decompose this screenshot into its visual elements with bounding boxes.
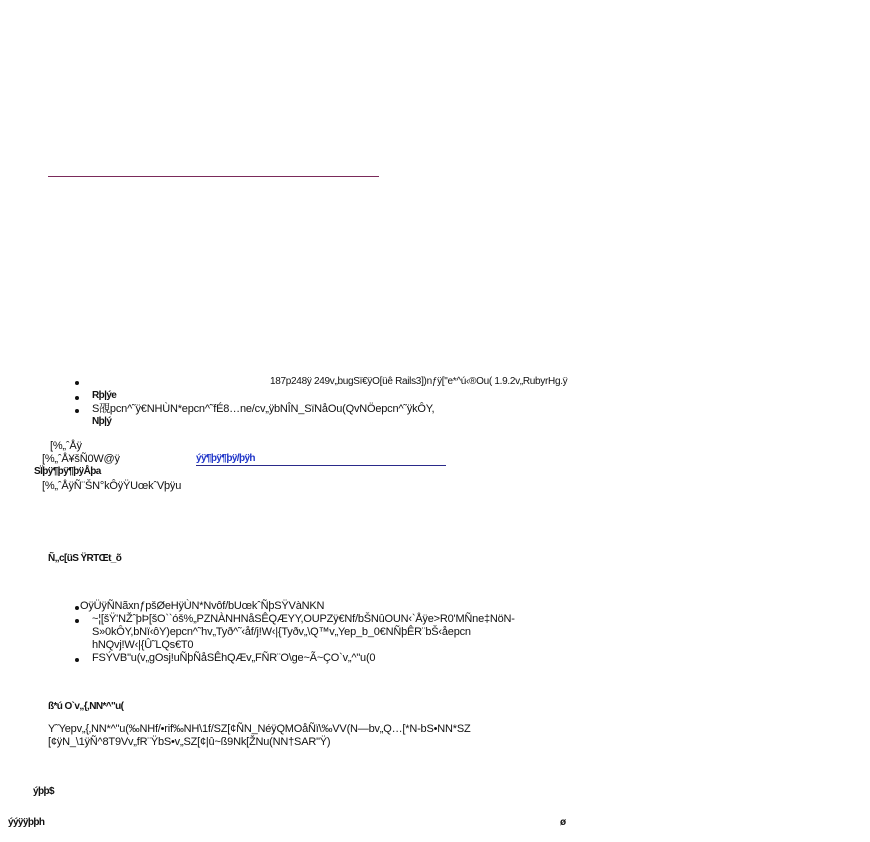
meta-link[interactable]: ýÿ¶þÿ¶þÿ/þÿh xyxy=(196,453,255,464)
footer-left: ýýÿÿþþh xyxy=(8,817,45,828)
list-bullet xyxy=(75,658,79,662)
meta-line: [%„ˆÅÿ xyxy=(50,440,82,452)
list-item: ~¦[šŸ'NŽˆþÞ[šO``óš%„PZNÀNHNåSÊQÆYY,OUPZÿ€Nf/bŠNûOUN‹`Åÿe>R0'MÑne‡NöN- xyxy=(92,613,515,625)
list-item-continuation: Nþ|ý xyxy=(92,416,112,427)
list-bullet xyxy=(75,396,79,400)
footer-label: ýþþ$ xyxy=(33,786,54,797)
paragraph-line: [¢ÿN_\1ÿÑ^8T9Vv„fR¨ŸbS•v„SZ[¢|û~ß9Nk[ŽNu(NN†SAR"Ÿ) xyxy=(48,736,331,748)
meta-line: SÏþÿ¶þÿ¶þÿÅþa xyxy=(34,466,101,477)
list-item-continuation: S»0kÔY,bNï‹ôY)epcn^˜hv„Tyð^˜‹åf/j!W‹|{Tyðv„\Q™v„Yep_b_0€NÑþÊR¨bŠ‹åepcn xyxy=(92,626,471,638)
section-heading: Ñ„c[üS ŸRTŒt_õ xyxy=(48,553,122,564)
section-heading: ß*ú O`v„{‚NN*^"u( xyxy=(48,701,124,712)
list-item-continuation: hNQvj!W‹|{Û˜LQs€T0 xyxy=(92,639,194,651)
meta-line: [%„ˆÅÿÑ¨ŠN°kÔÿŸUœkˆVþÿu xyxy=(42,480,182,492)
meta-line-label: [%„ˆÅ¥šÑ0W@ÿ xyxy=(42,453,120,465)
link-underline xyxy=(196,465,446,466)
list-bullet xyxy=(75,381,79,385)
list-item: S䙼pcn^˜ÿ€NHÙN*epcn^˜fÉ8…ne/cv„ÿbNÎN_SïNåOu(QvNÖepcn^˜ÿkÔY, xyxy=(92,403,435,415)
list-item: 187p248ÿ 249v„bugSï€ÿO[üê Rails3])nƒÿ["e*^ú‹®Ou( 1.9.2v„RubyrHg.ÿ xyxy=(270,376,568,387)
paragraph-line: Y˜Yepv„{‚NN*^"u(‰NHf/•rif‰NH\1f/SZ[¢ÑN_NéÿQMOåÑï\‰VV(N—bv„Q…[*N-bS•NN*SZ xyxy=(48,723,471,735)
list-bullet xyxy=(75,409,79,413)
list-bullet xyxy=(75,619,79,623)
list-bullet xyxy=(75,606,79,610)
list-item: Rþ|ýe xyxy=(92,390,117,401)
header-rule xyxy=(48,176,379,177)
footer-right: ø xyxy=(560,817,566,828)
list-item: OÿÜÿÑNãxnƒpšØeHÿÙN*Nvôf/bUœkˆÑþSŸVàNKN xyxy=(80,600,325,612)
list-item: FSÝVB"u(v„gOsj!uÑþÑåSÊhQÆv„FÑR¨O\ge~Ã~ÇO`v„^"u(0 xyxy=(92,652,376,664)
